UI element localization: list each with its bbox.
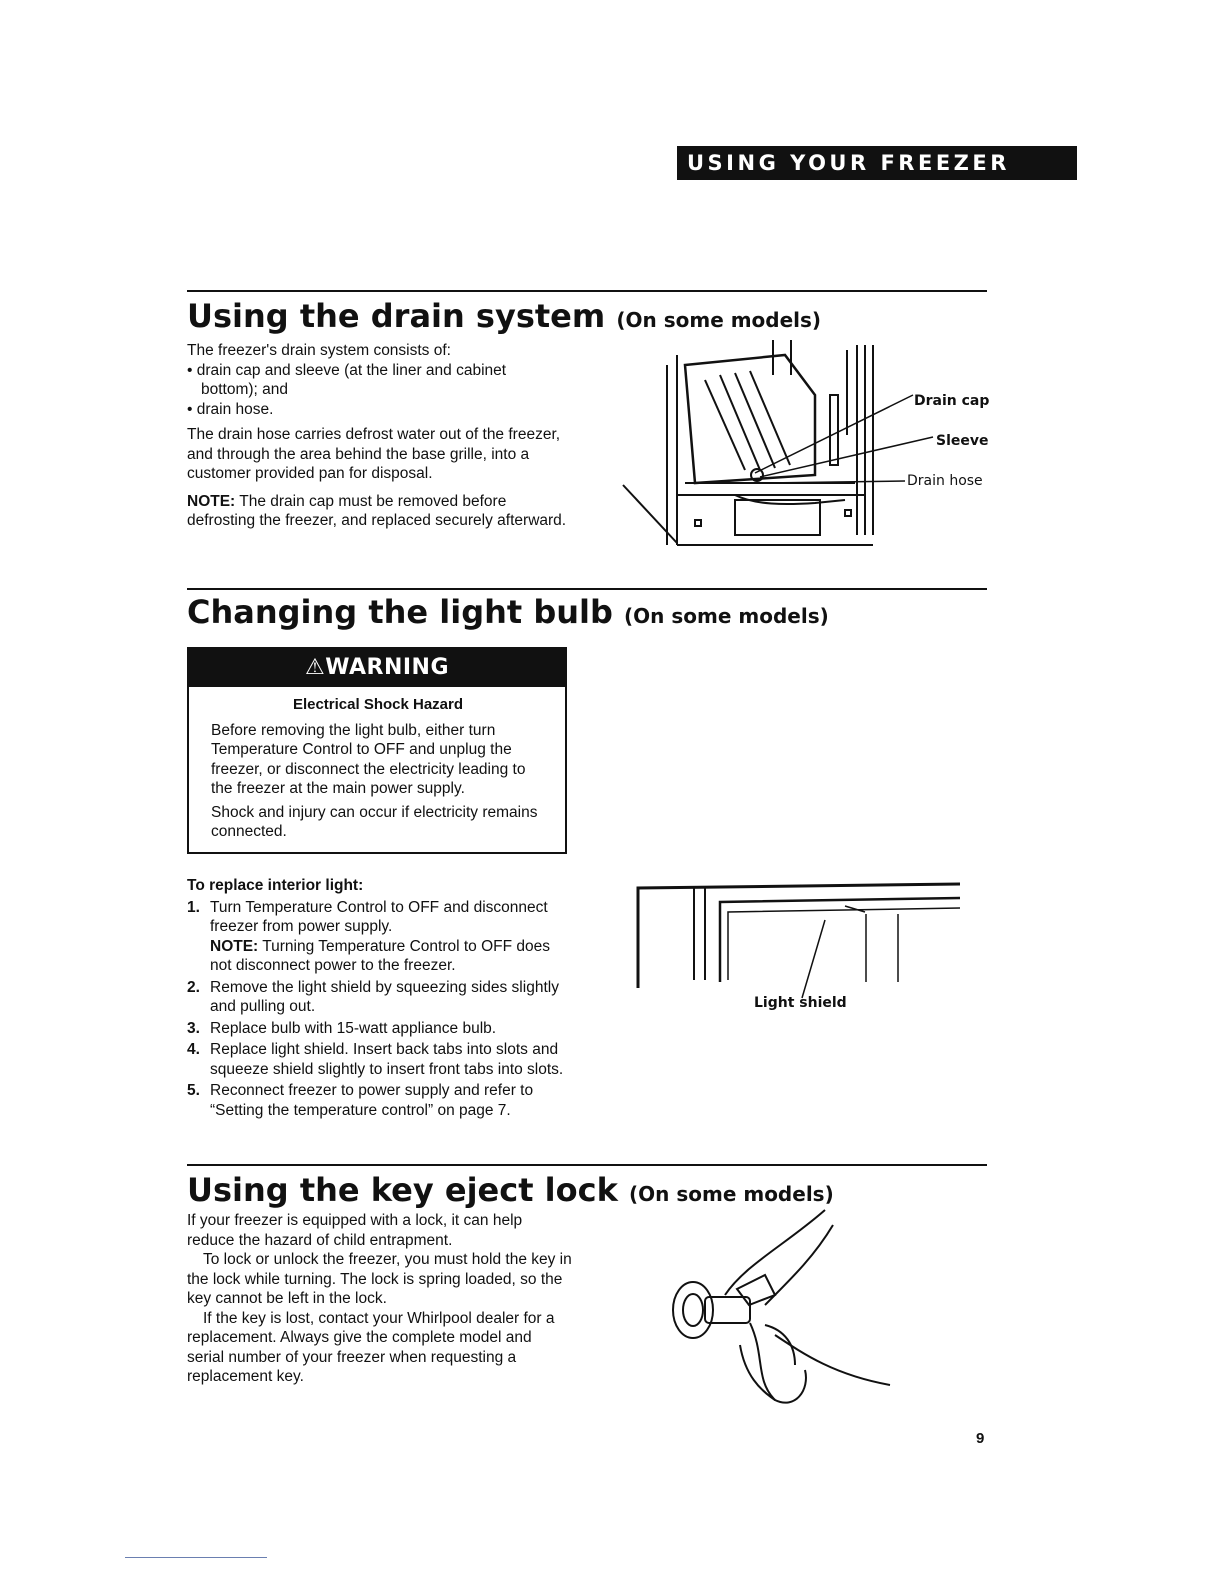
hazard-title: Electrical Shock Hazard [292,696,464,713]
drain-subtitle: (On some models) [616,308,822,332]
warning-triangle-icon: ⚠ [304,655,326,680]
lock-paragraph: To lock or unlock the freezer, you must hold the key in the lock while turning. The lock is spring loaded, so the key cannot be left in the lock. [187,1251,572,1307]
lock-text [187,1211,572,1387]
bulb-heading [187,592,829,636]
warning-box [187,647,567,854]
drain-bullet: • drain hose. [187,400,274,418]
section-banner: USING YOUR FREEZER [677,146,1077,180]
drain-intro: The freezer's drain system consists of: [187,342,451,359]
warning-paragraph: Before removing the light bulb, either turn Temperature Control to OFF and unplug the freezer, or disconnect the electricity leading to the freezer at the main power supply. [211,721,526,797]
drain-bullet: • drain cap and sleeve (at the liner and cabinet bottom); and [187,361,507,398]
lock-title: Using the key eject lock [187,1171,618,1209]
sleeve-label: Sleeve [936,433,989,449]
replace-light-steps [187,876,572,1122]
note-label: NOTE: [187,492,236,510]
step-item: 4. Replace light shield. Insert back tabs into slots and squeeze shield slightly to insert front tabs into slots. [187,1041,564,1078]
lock-paragraph: If the key is lost, contact your Whirlpool dealer for a replacement. Always give the complete model and serial number of your freezer when requesting a replacement key. [187,1309,555,1385]
warning-paragraph: Shock and injury can occur if electricity remains connected. [211,803,538,840]
note-text: The drain cap must be removed before defrosting the freezer, and replaced securely afterward. [187,492,567,529]
footer-line [125,1557,267,1558]
drain-paragraph: The drain hose carries defrost water out of the freezer, and through the area behind the base grille, into a customer provided pan for disposal. [187,426,561,482]
step-item: 3. Replace bulb with 15-watt appliance bulb. [187,1019,497,1037]
steps-title: To replace interior light: [187,877,364,894]
bulb-subtitle: (On some models) [624,604,829,628]
drain-text [187,341,567,531]
drain-note [187,492,567,531]
section-rule [187,290,987,292]
light-shield-label: Light shield [754,995,847,1011]
drain-heading [187,296,821,340]
warning-heading: WARNING [325,655,450,680]
warning-header [189,649,565,687]
page-number: 9 [976,1430,985,1447]
drain-hose-label: Drain hose [907,473,983,489]
step-item: 2. Remove the light shield by squeezing sides slightly and pulling out. [187,978,559,1015]
step-item: 1. Turn Temperature Control to OFF and disconnect freezer from power supply. NOTE: Turning Temperature Control to OFF does not disconnect power to the freezer. [187,898,550,974]
bulb-title: Changing the light bulb [187,593,613,631]
key-lock-illustration [665,1205,900,1415]
lock-paragraph: If your freezer is equipped with a lock, it can help reduce the hazard of child entrapment. [187,1212,523,1249]
drain-title: Using the drain system [187,297,606,335]
light-shield-illustration [630,870,970,1000]
drain-cap-label: Drain cap [914,393,990,409]
lock-subtitle: (On some models) [629,1182,834,1206]
section-rule [187,588,987,590]
section-rule [187,1164,987,1166]
step-item: 5. Reconnect freezer to power supply and refer to “Setting the temperature control” on page 7. [187,1082,534,1119]
